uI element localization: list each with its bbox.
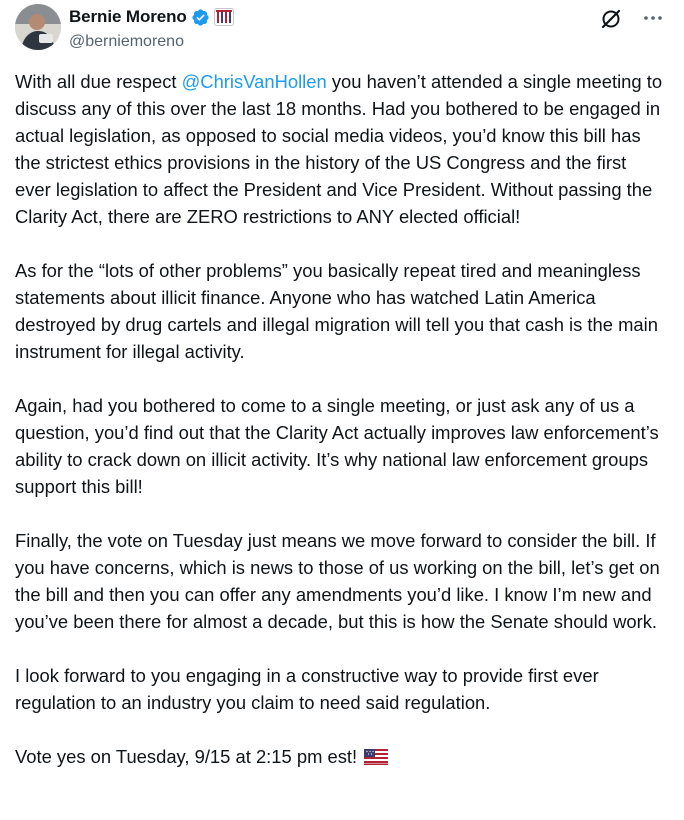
verified-badge-icon bbox=[191, 8, 210, 27]
author-handle[interactable]: @berniemoreno bbox=[69, 33, 184, 50]
tweet-header bbox=[15, 4, 668, 56]
paragraph-text: you haven’t attended a single meeting to discuss any of this over the last 18 months. Had you bothered to be engaged in actual legislation, as opposed to social media videos, you’d know this bill has the strictest ethics provisions in the history of the US Congress and the first ever legislation to affect the President and Vice President. Without passing the Clarity Act, there are ZERO restrictions to ANY elected official! bbox=[15, 71, 663, 227]
senate-badge-icon[interactable] bbox=[214, 8, 234, 26]
tweet-paragraph bbox=[15, 68, 665, 230]
author-display-name[interactable]: Bernie Moreno bbox=[69, 7, 187, 26]
tweet-paragraph: Again, had you bothered to come to a single meeting, or just ask any of us a question, you’d find out that the Clarity Act actually improves law enforcement’s ability to crack down on illicit activity. It’s why national law enforcement groups support this bill! bbox=[15, 395, 659, 497]
paragraph-text: With all due respect bbox=[15, 71, 182, 92]
mention-link[interactable]: @ChrisVanHollen bbox=[181, 71, 327, 92]
tweet-paragraph: As for the “lots of other problems” you basically repeat tired and meaningless statements about illicit finance. Anyone who has watched Latin America destroyed by drug cartels and illegal migration will tell you that cash is the main instrument for illegal activity. bbox=[15, 260, 658, 362]
avatar-photo bbox=[15, 4, 61, 50]
author-info bbox=[69, 6, 234, 51]
tweet-body bbox=[15, 68, 665, 797]
paragraph-text: Vote yes on Tuesday, 9/15 at 2:15 pm est! bbox=[15, 746, 363, 767]
tweet-paragraph: Finally, the vote on Tuesday just means we move forward to consider the bill. If you have concerns, which is news to those of us working on the bill, let’s get on the bill and then you can offer any amendments you’d like. I know I’m new and you’ve been there for almost a decade, but this is how the Senate should work. bbox=[15, 530, 660, 632]
avatar[interactable] bbox=[15, 4, 61, 50]
tweet-paragraph bbox=[15, 743, 665, 770]
more-horizontal-icon[interactable] bbox=[638, 7, 668, 29]
tweet-paragraph: I look forward to you engaging in a constructive way to provide first ever regulation to an industry you claim to need said regulation. bbox=[15, 665, 599, 713]
grok-icon[interactable] bbox=[600, 8, 622, 30]
us-flag-emoji-icon bbox=[364, 746, 388, 764]
